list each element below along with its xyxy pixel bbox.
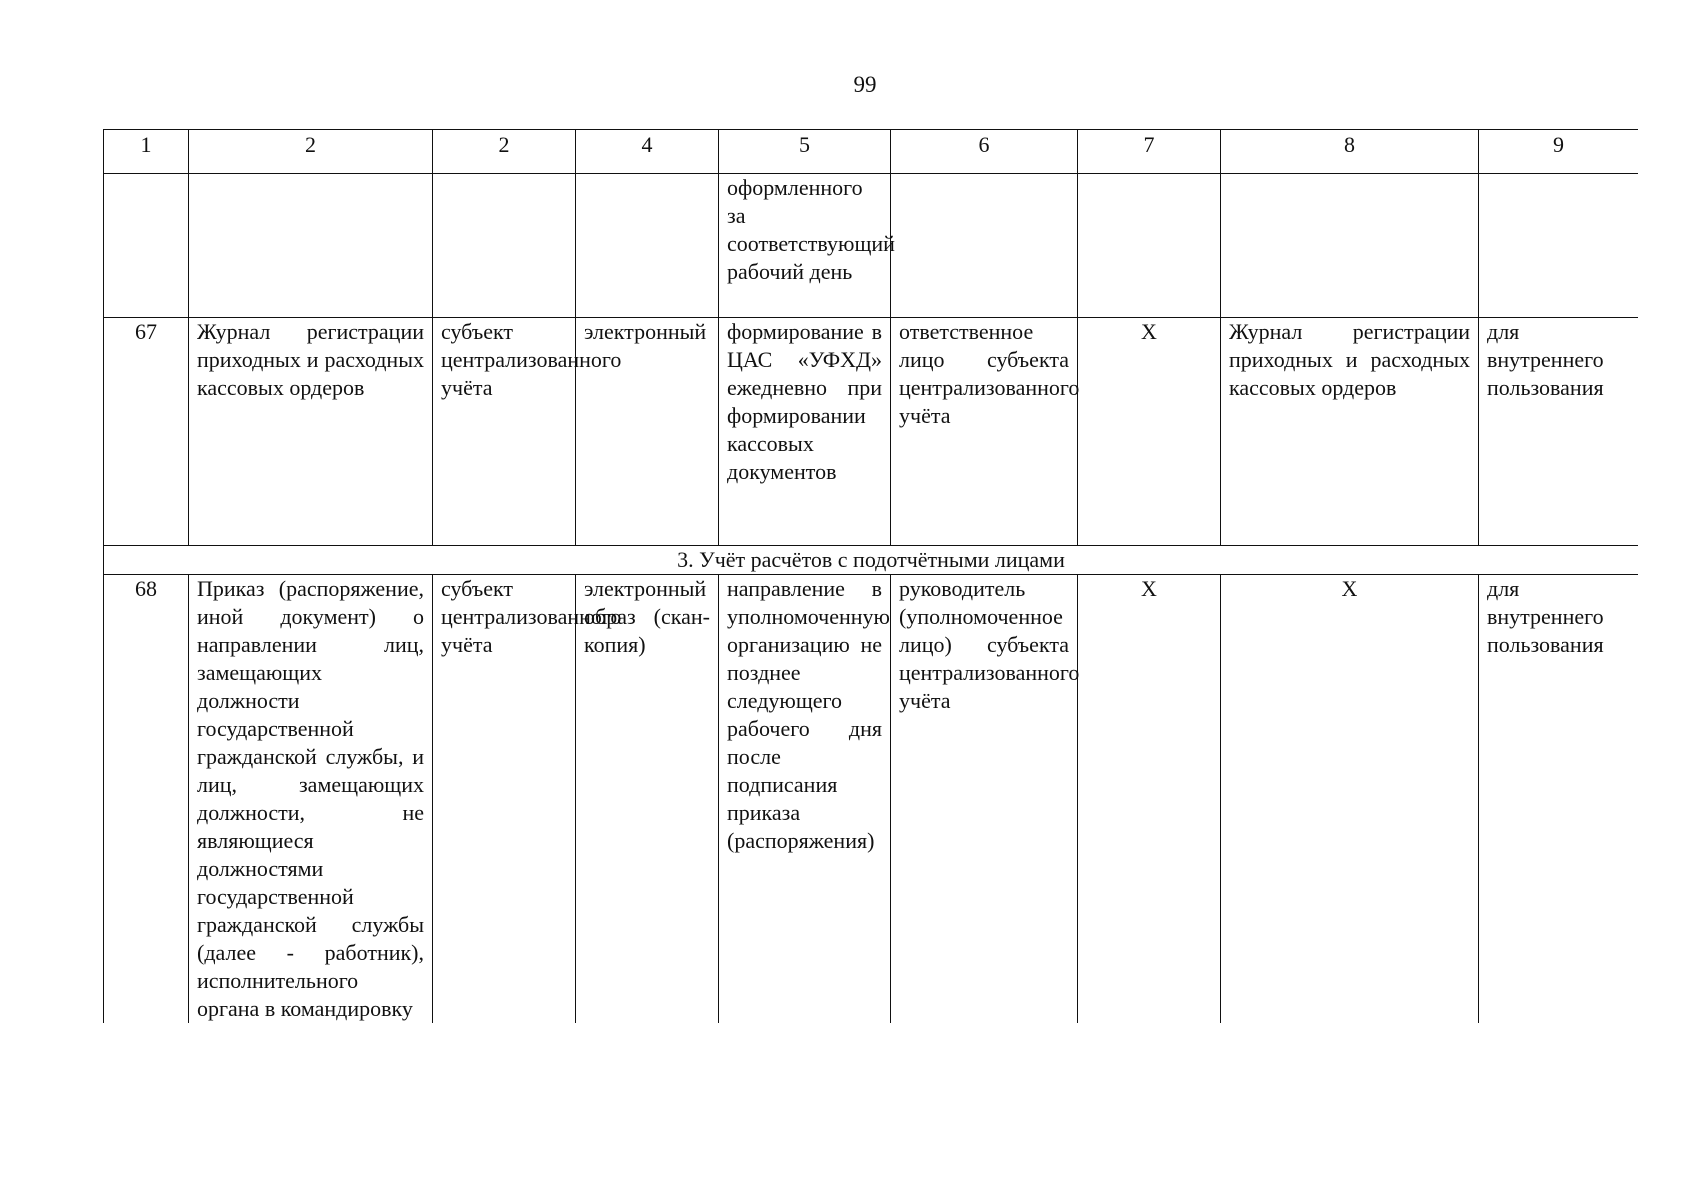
cell-number	[104, 174, 189, 318]
document-register-table	[103, 129, 1638, 1023]
column-number-8: 8	[1221, 130, 1479, 174]
row-68-timing: направление в уполномоченную организацию не позднее следующего рабочего дня после подписания приказа (распоряжения)	[719, 575, 891, 1024]
table-row-67	[104, 318, 1639, 546]
column-number-5: 5	[719, 130, 891, 174]
cell-purpose	[1479, 174, 1639, 318]
row-68-purpose: для внутреннего пользования	[1479, 575, 1639, 1024]
cell-col7	[1078, 174, 1221, 318]
row-68-col7: X	[1078, 575, 1221, 1024]
row-68-document-name: Приказ (распоряжение, иной документ) о направлении лиц, замещающих должности государственной гражданской службы, и лиц, замещающих должности, не являющиеся должностями государственной гражданской службы (далее - работник), исполнительного органа в командировку	[189, 575, 433, 1024]
table-row-continuation	[104, 174, 1639, 318]
cell-document-name	[189, 174, 433, 318]
cell-register	[1221, 174, 1479, 318]
cell-composer	[433, 174, 576, 318]
column-number-2: 2	[189, 130, 433, 174]
document-table-container	[103, 129, 1638, 1100]
row-67-purpose: для внутреннего пользования	[1479, 318, 1639, 546]
table-row-68	[104, 575, 1639, 1024]
column-number-1: 1	[104, 130, 189, 174]
column-number-6: 6	[891, 130, 1078, 174]
column-numbers-row	[104, 130, 1639, 174]
cell-timing: оформленного за соответствующий рабочий день	[719, 174, 891, 318]
row-68-register: X	[1221, 575, 1479, 1024]
row-68-form: электронный образ (скан-копия)	[576, 575, 719, 1024]
column-number-7: 7	[1078, 130, 1221, 174]
row-67-composer: субъект централизованного учёта	[433, 318, 576, 546]
section-header-row	[104, 546, 1639, 575]
row-67-col7: X	[1078, 318, 1221, 546]
row-67-number: 67	[104, 318, 189, 546]
column-number-3: 2	[433, 130, 576, 174]
row-67-register: Журнал регистрации приходных и расходных кассовых ордеров	[1221, 318, 1479, 546]
row-67-form: электронный	[576, 318, 719, 546]
column-number-9: 9	[1479, 130, 1639, 174]
page-number: 99	[853, 72, 877, 97]
row-68-number: 68	[104, 575, 189, 1024]
row-67-document-name: Журнал регистрации приходных и расходных кассовых ордеров	[189, 318, 433, 546]
cell-form	[576, 174, 719, 318]
row-67-timing: формирование в ЦАС «УФХД» ежедневно при формировании кассовых документов	[719, 318, 891, 546]
row-68-responsible: руководитель (уполномоченное лицо) субъекта централизованного учёта	[891, 575, 1078, 1024]
column-number-4: 4	[576, 130, 719, 174]
section-title: 3. Учёт расчётов с подотчётными лицами	[104, 546, 1639, 575]
row-67-responsible: ответственное лицо субъекта централизованного учёта	[891, 318, 1078, 546]
cell-responsible	[891, 174, 1078, 318]
row-68-composer: субъект централизованного учёта	[433, 575, 576, 1024]
